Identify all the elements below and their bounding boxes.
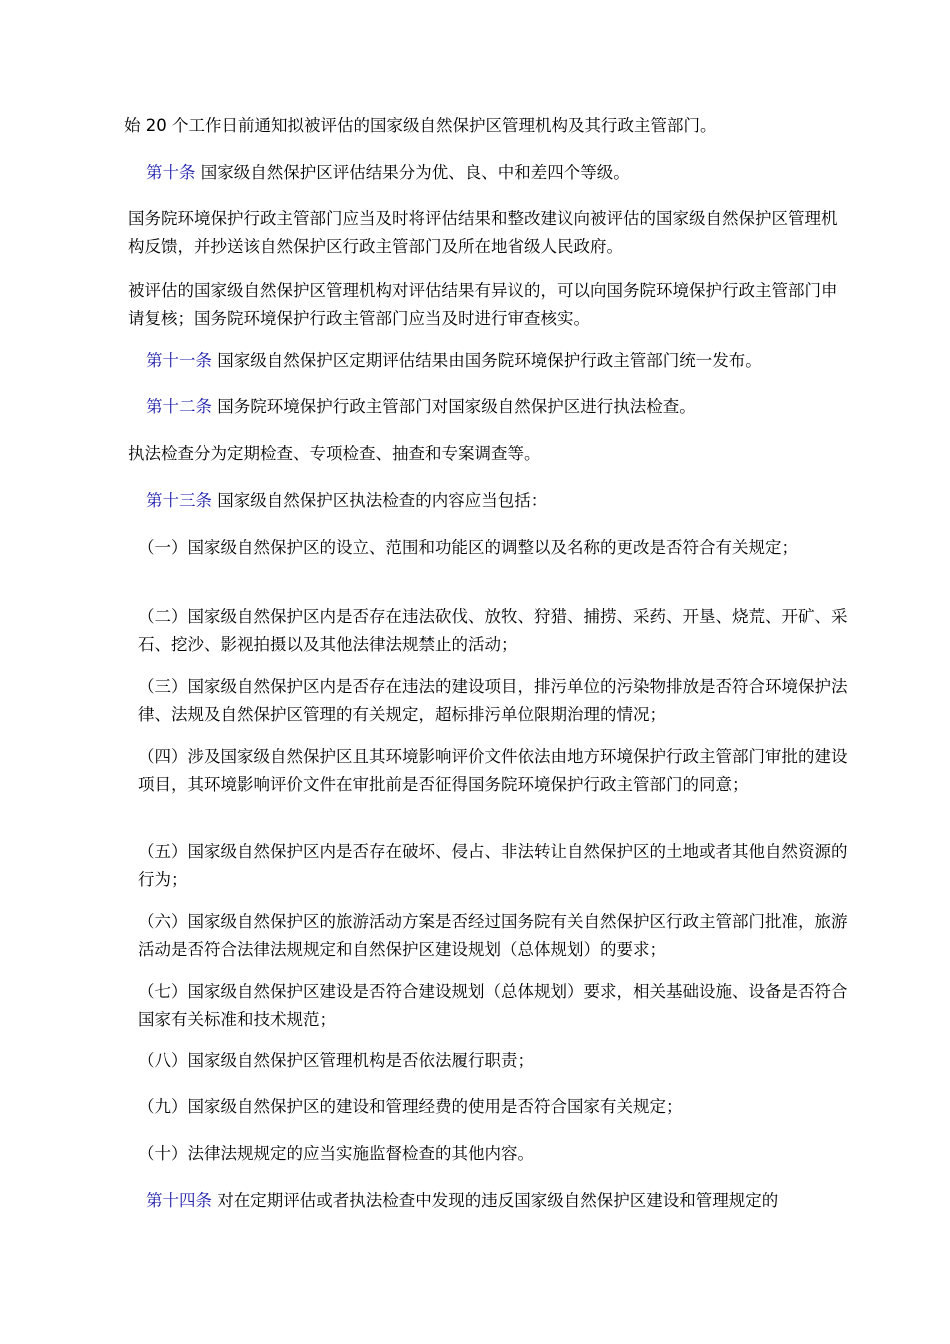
list-item-7: （七）国家级自然保护区建设是否符合建设规划（总体规划）要求，相关基础设施、设备是否符合国家有关标准和技术规范； <box>138 982 848 1029</box>
list-item-5: （五）国家级自然保护区内是否存在破坏、侵占、非法转让自然保护区的土地或者其他自然资源的行为； <box>138 842 848 889</box>
article-13: 第十三条 国家级自然保护区执法检查的内容应当包括： <box>146 491 548 510</box>
list-item-1: （一）国家级自然保护区的设立、范围和功能区的调整以及名称的更改是否符合有关规定； <box>138 538 798 557</box>
paragraph-review: 被评估的国家级自然保护区管理机构对评估结果有异议的，可以向国务院环境保护行政主管部门申请复核；国务院环境保护行政主管部门应当及时进行审查核实。 <box>128 281 838 328</box>
list-item-4: （四）涉及国家级自然保护区且其环境影响评价文件依法由地方环境保护行政主管部门审批的建设项目，其环境影响评价文件在审批前是否征得国务院环境保护行政主管部门的同意； <box>138 747 848 794</box>
article-number: 第十一条 <box>146 351 212 370</box>
list-item-9: （九）国家级自然保护区的建设和管理经费的使用是否符合国家有关规定； <box>138 1097 683 1116</box>
paragraph-inspection-types: 执法检查分为定期检查、专项检查、抽查和专案调查等。 <box>128 444 541 463</box>
article-12: 第十二条 国务院环境保护行政主管部门对国家级自然保护区进行执法检查。 <box>146 397 696 416</box>
article-number: 第十条 <box>146 163 196 182</box>
list-item-2: （二）国家级自然保护区内是否存在违法砍伐、放牧、狩猎、捕捞、采药、开垦、烧荒、开矿、采石、挖沙、影视拍摄以及其他法律法规禁止的活动； <box>138 607 848 654</box>
list-item-3: （三）国家级自然保护区内是否存在违法的建设项目，排污单位的污染物排放是否符合环境保护法律、法规及自然保护区管理的有关规定，超标排污单位限期治理的情况； <box>138 677 848 724</box>
article-number: 第十三条 <box>146 491 212 510</box>
article-14: 第十四条 对在定期评估或者执法检查中发现的违反国家级自然保护区建设和管理规定的 <box>146 1191 779 1210</box>
list-item-8: （八）国家级自然保护区管理机构是否依法履行职责； <box>138 1051 534 1070</box>
paragraph-continuation: 始 20 个工作日前通知拟被评估的国家级自然保护区管理机构及其行政主管部门。 <box>124 116 717 135</box>
paragraph-feedback: 国务院环境保护行政主管部门应当及时将评估结果和整改建议向被评估的国家级自然保护区管理机构反馈，并抄送该自然保护区行政主管部门及所在地省级人民政府。 <box>128 209 838 256</box>
list-item-10: （十）法律法规规定的应当实施监督检查的其他内容。 <box>138 1144 534 1163</box>
article-10: 第十条 国家级自然保护区评估结果分为优、良、中和差四个等级。 <box>146 163 630 182</box>
list-item-6: （六）国家级自然保护区的旅游活动方案是否经过国务院有关自然保护区行政主管部门批准，旅游活动是否符合法律法规规定和自然保护区建设规划（总体规划）的要求； <box>138 912 848 959</box>
article-number: 第十四条 <box>146 1191 212 1210</box>
article-11: 第十一条 国家级自然保护区定期评估结果由国务院环境保护行政主管部门统一发布。 <box>146 351 762 370</box>
article-number: 第十二条 <box>146 397 212 416</box>
